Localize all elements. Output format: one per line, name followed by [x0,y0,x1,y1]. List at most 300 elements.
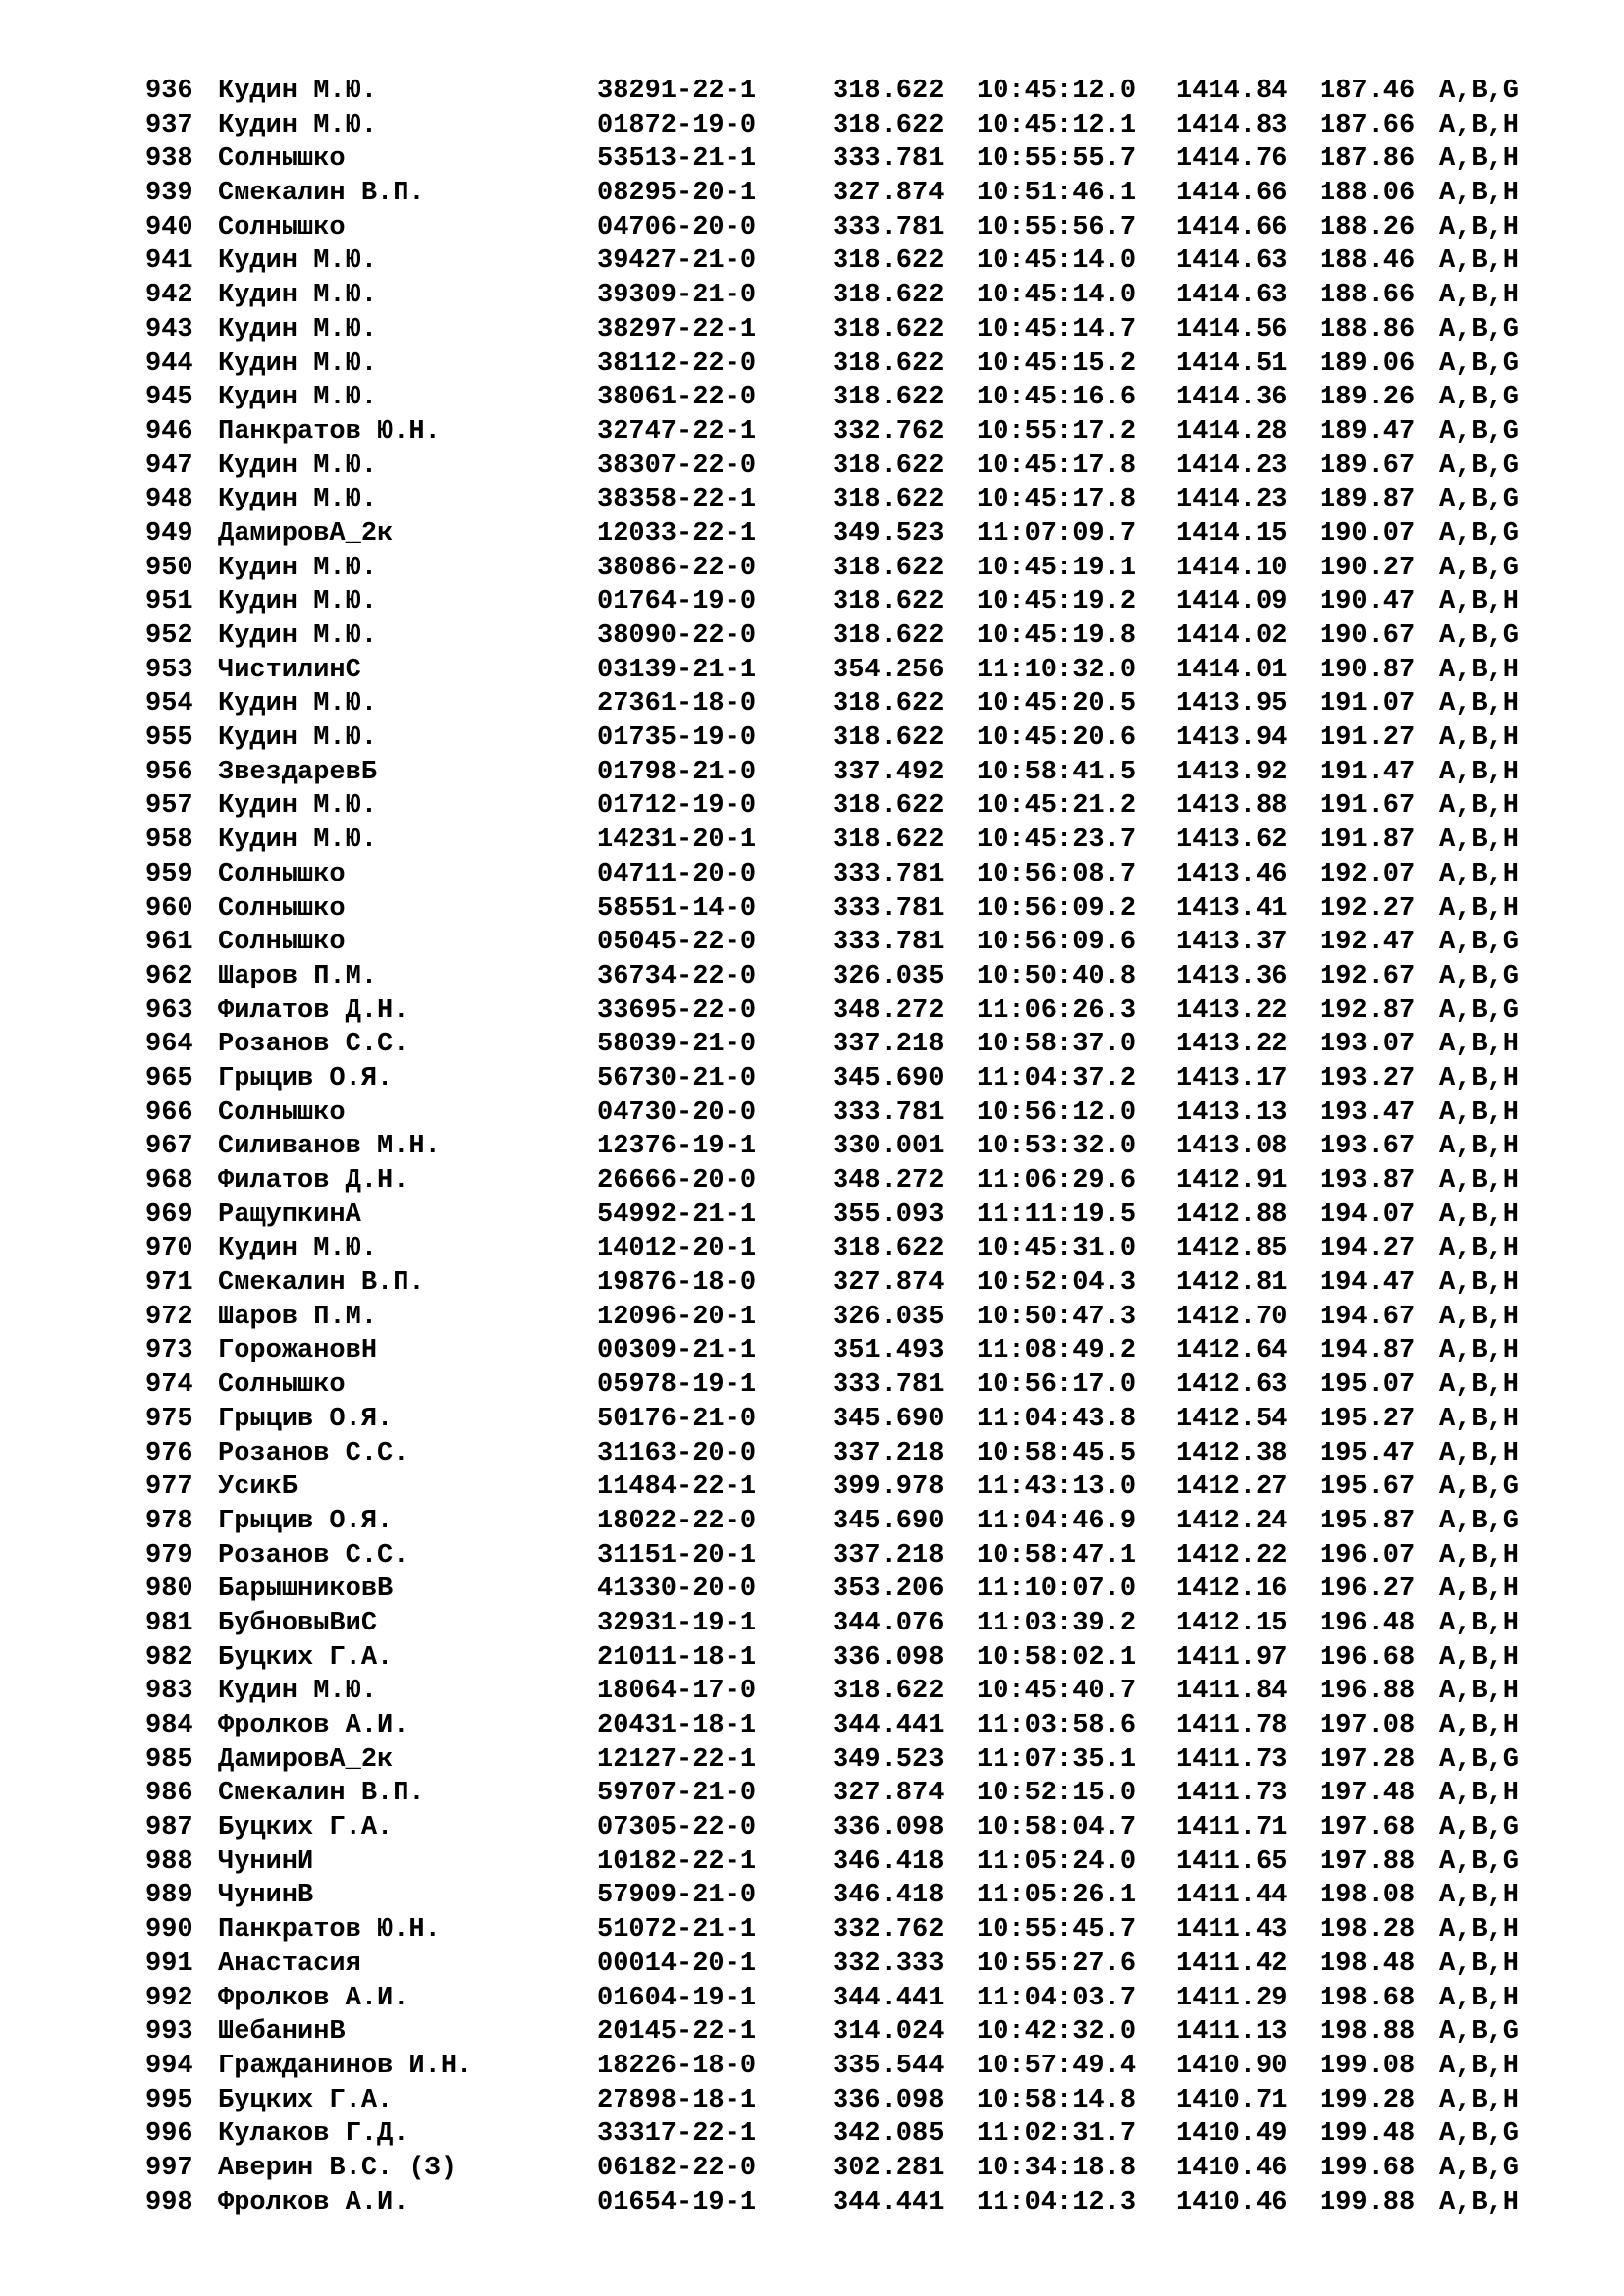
place-number: 978 [145,1506,193,1536]
participant-name: Кудин М.Ю. [218,110,378,140]
distance-value: 314.024 [833,2017,945,2048]
rating-value: 187.86 [1320,144,1416,175]
score-value: 1414.15 [1176,518,1288,549]
time-value: 10:45:23.7 [977,826,1137,856]
participant-name: Кудин М.Ю. [218,348,378,379]
flags-value: A,B,G [1439,1472,1520,1503]
distance-value: 344.441 [833,1983,945,2013]
rating-value: 194.87 [1320,1336,1416,1366]
rating-value: 190.67 [1320,621,1416,651]
place-number: 983 [145,1677,193,1707]
participant-name: Грыцив О.Я. [218,1506,394,1536]
record-id: 36734-22-0 [597,961,757,991]
rating-value: 199.48 [1320,2119,1416,2150]
rating-value: 197.28 [1320,1744,1416,1775]
flags-value: A,B,H [1439,859,1520,889]
participant-name: Солнышко [218,928,346,958]
rating-value: 198.88 [1320,2017,1416,2048]
record-id: 41330-20-0 [597,1575,757,1605]
record-id: 38061-22-0 [597,383,757,413]
time-value: 11:02:31.7 [977,2119,1137,2150]
time-value: 11:03:39.2 [977,1608,1137,1638]
place-number: 975 [145,1404,193,1434]
participant-name: Аверин В.С. (З) [218,2153,458,2183]
rating-value: 193.27 [1320,1063,1416,1094]
time-value: 10:45:19.2 [977,587,1137,617]
place-number: 954 [145,689,193,720]
place-number: 952 [145,621,193,651]
record-id: 08295-20-1 [597,179,757,209]
time-value: 10:57:49.4 [977,2051,1137,2081]
time-value: 10:58:45.5 [977,1438,1137,1468]
distance-value: 327.874 [833,1779,945,1809]
place-number: 977 [145,1472,193,1503]
flags-value: A,B,H [1439,1370,1520,1401]
distance-value: 318.622 [833,791,945,822]
distance-value: 326.035 [833,961,945,991]
participant-name: Панкратов Ю.Н. [218,1915,441,1946]
flags-value: A,B,H [1439,144,1520,175]
time-value: 10:53:32.0 [977,1132,1137,1162]
place-number: 972 [145,1302,193,1332]
time-value: 10:34:18.8 [977,2153,1137,2183]
score-value: 1414.28 [1176,416,1288,447]
time-value: 10:45:17.8 [977,485,1137,515]
time-value: 10:45:14.0 [977,281,1137,311]
place-number: 953 [145,655,193,685]
place-number: 967 [145,1132,193,1162]
flags-value: A,B,G [1439,2017,1520,2048]
rating-value: 192.07 [1320,859,1416,889]
score-value: 1411.73 [1176,1779,1288,1809]
time-value: 10:45:20.5 [977,689,1137,720]
participant-name: Фролков А.И. [218,2187,409,2217]
score-value: 1413.22 [1176,1030,1288,1060]
rating-value: 196.68 [1320,1642,1416,1673]
distance-value: 351.493 [833,1336,945,1366]
record-id: 50176-21-0 [597,1404,757,1434]
flags-value: A,B,H [1439,1234,1520,1264]
flags-value: A,B,H [1439,1132,1520,1162]
time-value: 10:58:41.5 [977,757,1137,787]
record-id: 18022-22-0 [597,1506,757,1536]
time-value: 10:58:02.1 [977,1642,1137,1673]
rating-value: 197.48 [1320,1779,1416,1809]
record-id: 32931-19-1 [597,1608,757,1638]
distance-value: 318.622 [833,246,945,277]
flags-value: A,B,G [1439,485,1520,515]
distance-value: 318.622 [833,826,945,856]
time-value: 10:45:17.8 [977,451,1137,481]
participant-name: Солнышко [218,212,346,242]
participant-name: Солнышко [218,1370,346,1401]
time-value: 10:55:56.7 [977,212,1137,242]
flags-value: A,B,G [1439,1813,1520,1843]
place-number: 962 [145,961,193,991]
time-value: 10:58:47.1 [977,1540,1137,1571]
participant-name: Кулаков Г.Д. [218,2119,409,2150]
time-value: 11:06:29.6 [977,1166,1137,1196]
time-value: 10:45:19.1 [977,553,1137,583]
score-value: 1414.36 [1176,383,1288,413]
rating-value: 190.87 [1320,655,1416,685]
record-id: 38090-22-0 [597,621,757,651]
score-value: 1411.29 [1176,1983,1288,2013]
score-value: 1413.17 [1176,1063,1288,1094]
place-number: 968 [145,1166,193,1196]
time-value: 10:45:16.6 [977,383,1137,413]
flags-value: A,B,H [1439,2085,1520,2115]
flags-value: A,B,G [1439,961,1520,991]
place-number: 940 [145,212,193,242]
time-value: 10:45:40.7 [977,1677,1137,1707]
score-value: 1412.24 [1176,1506,1288,1536]
place-number: 961 [145,928,193,958]
flags-value: A,B,H [1439,1166,1520,1196]
score-value: 1413.46 [1176,859,1288,889]
flags-value: A,B,H [1439,1200,1520,1230]
participant-name: Солнышко [218,859,346,889]
score-value: 1414.02 [1176,621,1288,651]
time-value: 10:56:09.2 [977,893,1137,924]
place-number: 988 [145,1846,193,1877]
place-number: 974 [145,1370,193,1401]
flags-value: A,B,H [1439,2051,1520,2081]
distance-value: 318.622 [833,553,945,583]
distance-value: 348.272 [833,995,945,1026]
participant-name: Кудин М.Ю. [218,826,378,856]
flags-value: A,B,H [1439,1336,1520,1366]
flags-value: A,B,G [1439,1846,1520,1877]
distance-value: 345.690 [833,1506,945,1536]
flags-value: A,B,H [1439,212,1520,242]
flags-value: A,B,G [1439,1506,1520,1536]
place-number: 959 [145,859,193,889]
record-id: 04730-20-0 [597,1097,757,1128]
score-value: 1413.88 [1176,791,1288,822]
participant-name: Кудин М.Ю. [218,689,378,720]
score-value: 1412.88 [1176,1200,1288,1230]
flags-value: A,B,G [1439,451,1520,481]
score-value: 1411.44 [1176,1881,1288,1911]
time-value: 11:10:07.0 [977,1575,1137,1605]
participant-name: Шаров П.М. [218,961,378,991]
participant-name: Буцких Г.А. [218,1642,394,1673]
rating-value: 199.68 [1320,2153,1416,2183]
score-value: 1413.41 [1176,893,1288,924]
participant-name: Розанов С.С. [218,1438,409,1468]
participant-name: Грыцив О.Я. [218,1063,394,1094]
place-number: 939 [145,179,193,209]
distance-value: 337.492 [833,757,945,787]
rating-value: 190.07 [1320,518,1416,549]
time-value: 11:05:24.0 [977,1846,1137,1877]
record-id: 00014-20-1 [597,1949,757,1979]
flags-value: A,B,H [1439,893,1520,924]
record-id: 58039-21-0 [597,1030,757,1060]
participant-name: ШебанинВ [218,2017,346,2048]
place-number: 960 [145,893,193,924]
participant-name: Грыцив О.Я. [218,1404,394,1434]
flags-value: A,B,H [1439,655,1520,685]
distance-value: 318.622 [833,281,945,311]
time-value: 10:45:14.7 [977,314,1137,345]
time-value: 10:58:04.7 [977,1813,1137,1843]
record-id: 01712-19-0 [597,791,757,822]
distance-value: 344.441 [833,2187,945,2217]
distance-value: 318.622 [833,587,945,617]
rating-value: 188.86 [1320,314,1416,345]
rating-value: 191.07 [1320,689,1416,720]
rating-value: 189.26 [1320,383,1416,413]
flags-value: A,B,G [1439,995,1520,1026]
score-value: 1414.01 [1176,655,1288,685]
time-value: 11:03:58.6 [977,1711,1137,1740]
record-id: 01654-19-1 [597,2187,757,2217]
participant-name: Кудин М.Ю. [218,1677,378,1707]
record-id: 27898-18-1 [597,2085,757,2115]
score-value: 1411.42 [1176,1949,1288,1979]
distance-value: 330.001 [833,1132,945,1162]
rating-value: 197.08 [1320,1711,1416,1740]
participant-name: Кудин М.Ю. [218,791,378,822]
place-number: 942 [145,281,193,311]
place-number: 944 [145,348,193,379]
distance-value: 344.076 [833,1608,945,1638]
flags-value: A,B,H [1439,281,1520,311]
rating-value: 191.87 [1320,826,1416,856]
distance-value: 342.085 [833,2119,945,2150]
record-id: 54992-21-1 [597,1200,757,1230]
rating-value: 190.27 [1320,553,1416,583]
rating-value: 194.67 [1320,1302,1416,1332]
time-value: 10:45:12.1 [977,110,1137,140]
place-number: 957 [145,791,193,822]
flags-value: A,B,H [1439,1915,1520,1946]
participant-name: Кудин М.Ю. [218,246,378,277]
score-value: 1413.62 [1176,826,1288,856]
participant-name: БарышниковВ [218,1575,394,1605]
score-value: 1413.95 [1176,689,1288,720]
record-id: 18226-18-0 [597,2051,757,2081]
distance-value: 333.781 [833,144,945,175]
place-number: 941 [145,246,193,277]
flags-value: A,B,H [1439,1779,1520,1809]
participant-name: УсикБ [218,1472,298,1503]
participant-name: Кудин М.Ю. [218,1234,378,1264]
rating-value: 196.48 [1320,1608,1416,1638]
rating-value: 197.88 [1320,1846,1416,1877]
participant-name: Кудин М.Ю. [218,485,378,515]
time-value: 10:56:09.6 [977,928,1137,958]
rating-value: 196.07 [1320,1540,1416,1571]
time-value: 11:08:49.2 [977,1336,1137,1366]
place-number: 987 [145,1813,193,1843]
time-value: 10:50:47.3 [977,1302,1137,1332]
place-number: 956 [145,757,193,787]
flags-value: A,B,G [1439,518,1520,549]
place-number: 973 [145,1336,193,1366]
record-id: 20145-22-1 [597,2017,757,2048]
participant-name: Панкратов Ю.Н. [218,416,441,447]
score-value: 1412.54 [1176,1404,1288,1434]
distance-value: 346.418 [833,1846,945,1877]
place-number: 995 [145,2085,193,2115]
place-number: 947 [145,451,193,481]
place-number: 963 [145,995,193,1026]
flags-value: A,B,H [1439,1302,1520,1332]
distance-value: 333.781 [833,928,945,958]
rating-value: 191.47 [1320,757,1416,787]
rating-value: 191.27 [1320,723,1416,754]
record-id: 21011-18-1 [597,1642,757,1673]
rating-value: 196.27 [1320,1575,1416,1605]
distance-value: 336.098 [833,1642,945,1673]
rating-value: 197.68 [1320,1813,1416,1843]
distance-value: 345.690 [833,1404,945,1434]
score-value: 1412.38 [1176,1438,1288,1468]
score-value: 1412.63 [1176,1370,1288,1401]
record-id: 12376-19-1 [597,1132,757,1162]
score-value: 1412.64 [1176,1336,1288,1366]
participant-name: Кудин М.Ю. [218,451,378,481]
flags-value: A,B,G [1439,1744,1520,1775]
score-value: 1411.73 [1176,1744,1288,1775]
participant-name: ЧунинВ [218,1881,314,1911]
record-id: 33695-22-0 [597,995,757,1026]
score-value: 1414.56 [1176,314,1288,345]
time-value: 10:52:04.3 [977,1268,1137,1299]
place-number: 984 [145,1711,193,1740]
record-id: 27361-18-0 [597,689,757,720]
score-value: 1412.16 [1176,1575,1288,1605]
rating-value: 195.07 [1320,1370,1416,1401]
distance-value: 337.218 [833,1540,945,1571]
participant-name: Кудин М.Ю. [218,314,378,345]
distance-value: 318.622 [833,1234,945,1264]
score-value: 1414.63 [1176,281,1288,311]
time-value: 11:05:26.1 [977,1881,1137,1911]
flags-value: A,B,H [1439,246,1520,277]
rating-value: 188.46 [1320,246,1416,277]
participant-name: Кудин М.Ю. [218,553,378,583]
distance-value: 333.781 [833,1370,945,1401]
time-value: 10:56:12.0 [977,1097,1137,1128]
distance-value: 333.781 [833,859,945,889]
place-number: 969 [145,1200,193,1230]
record-id: 38291-22-1 [597,77,757,106]
record-id: 39427-21-0 [597,246,757,277]
flags-value: A,B,H [1439,1540,1520,1571]
flags-value: A,B,H [1439,1677,1520,1707]
score-value: 1414.23 [1176,451,1288,481]
place-number: 993 [145,2017,193,2048]
participant-name: Кудин М.Ю. [218,723,378,754]
record-id: 26666-20-0 [597,1166,757,1196]
rating-value: 192.67 [1320,961,1416,991]
score-value: 1412.22 [1176,1540,1288,1571]
score-value: 1414.23 [1176,485,1288,515]
participant-name: Кудин М.Ю. [218,383,378,413]
rating-value: 194.07 [1320,1200,1416,1230]
participant-name: БубновыВиС [218,1608,378,1638]
score-value: 1414.83 [1176,110,1288,140]
rating-value: 188.66 [1320,281,1416,311]
flags-value: A,B,H [1439,1608,1520,1638]
rating-value: 188.26 [1320,212,1416,242]
score-value: 1411.78 [1176,1711,1288,1740]
time-value: 11:04:37.2 [977,1063,1137,1094]
place-number: 979 [145,1540,193,1571]
rating-value: 199.88 [1320,2187,1416,2217]
record-id: 01764-19-0 [597,587,757,617]
time-value: 10:55:27.6 [977,1949,1137,1979]
participant-name: ДамировА_2к [218,518,394,549]
place-number: 971 [145,1268,193,1299]
rating-value: 189.06 [1320,348,1416,379]
rating-value: 198.28 [1320,1915,1416,1946]
time-value: 10:58:14.8 [977,2085,1137,2115]
place-number: 951 [145,587,193,617]
place-number: 982 [145,1642,193,1673]
time-value: 10:50:40.8 [977,961,1137,991]
place-number: 990 [145,1915,193,1946]
score-value: 1411.65 [1176,1846,1288,1877]
score-value: 1413.94 [1176,723,1288,754]
score-value: 1413.13 [1176,1097,1288,1128]
flags-value: A,B,H [1439,1711,1520,1740]
score-value: 1413.37 [1176,928,1288,958]
time-value: 11:04:03.7 [977,1983,1137,2013]
rating-value: 188.06 [1320,179,1416,209]
score-value: 1411.71 [1176,1813,1288,1843]
participant-name: Гражданинов И.Н. [218,2051,473,2081]
distance-value: 349.523 [833,518,945,549]
participant-name: Силиванов М.Н. [218,1132,441,1162]
score-value: 1414.66 [1176,179,1288,209]
distance-value: 344.441 [833,1711,945,1740]
distance-value: 318.622 [833,485,945,515]
distance-value: 349.523 [833,1744,945,1775]
score-value: 1414.66 [1176,212,1288,242]
score-value: 1413.08 [1176,1132,1288,1162]
record-id: 03139-21-1 [597,655,757,685]
place-number: 981 [145,1608,193,1638]
flags-value: A,B,H [1439,1575,1520,1605]
time-value: 11:11:19.5 [977,1200,1137,1230]
flags-value: A,B,H [1439,1063,1520,1094]
time-value: 10:45:31.0 [977,1234,1137,1264]
rating-value: 199.08 [1320,2051,1416,2081]
score-value: 1411.97 [1176,1642,1288,1673]
rating-value: 193.67 [1320,1132,1416,1162]
place-number: 943 [145,314,193,345]
score-value: 1412.85 [1176,1234,1288,1264]
distance-value: 327.874 [833,1268,945,1299]
place-number: 936 [145,77,193,106]
distance-value: 353.206 [833,1575,945,1605]
place-number: 998 [145,2187,193,2217]
flags-value: A,B,H [1439,1642,1520,1673]
flags-value: A,B,G [1439,348,1520,379]
time-value: 10:45:14.0 [977,246,1137,277]
time-value: 10:45:21.2 [977,791,1137,822]
flags-value: A,B,G [1439,621,1520,651]
record-id: 18064-17-0 [597,1677,757,1707]
flags-value: A,B,H [1439,1983,1520,2013]
score-value: 1411.84 [1176,1677,1288,1707]
flags-value: A,B,H [1439,110,1520,140]
